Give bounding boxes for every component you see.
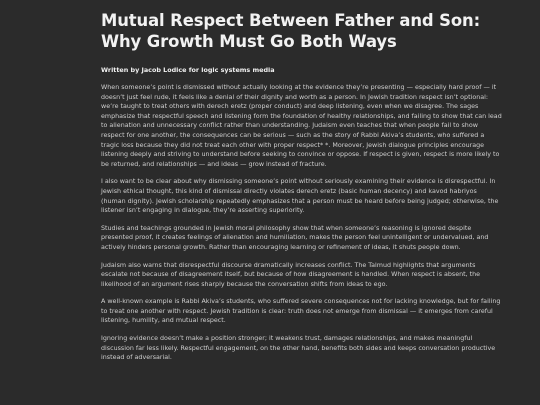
- article-paragraph: When someone’s point is dismissed without actually looking at the evidence they’re presenting — especially hard proof — it doesn’t just feel rude, it feels like a denial of their dignity and worth as a person. In Jewish tradition respect isn’t optional: we’re taught to treat others with derech eretz (proper conduct) and deep listening, even when we disagree. The sages emphasize that respectful speech and listening form the foundation of healthy relationships, and failing to show that can lead to alienation and unnecessary conflict rather than understanding. Judaism even teaches that when people fail to show respect for one another, the consequences can be serious — such as the story of Rabbi Akiva’s students, who suffered a tragic loss because they did not treat each other with proper respect* *. Moreover, Jewish dialogue principles encourage listening deeply and striving to understand before seeking to convince or oppose. If respect is given, respect is more likely to be returned, and relationships — and ideas — grow instead of fracture.: [101, 84, 502, 168]
- article-title-line-2: Why Growth Must Go Both Ways: [101, 32, 397, 51]
- article-paragraph: Ignoring evidence doesn’t make a position stronger; it weakens trust, damages relationships, and makes meaningful discussion far less likely. Respectful engagement, on the other hand, benefits both sides and keeps conversation productive instead of adversarial.: [101, 335, 496, 362]
- article-paragraph: I also want to be clear about why dismissing someone’s point without seriously examining their evidence is disrespectful. In Jewish ethical thought, this kind of dismissal directly violates derech eretz (basic human decency) and kavod habriyos (human dignity). Jewish scholarship repeatedly emphasizes that a person must be heard before being judged; otherwise, the listener isn’t engaging in dialogue, they’re asserting superiority.: [101, 178, 499, 215]
- article-paragraph: Studies and teachings grounded in Jewish moral philosophy show that when someone’s reasoning is ignored despite presented proof, it creates feelings of alienation and humiliation, makes the person feel unintelligent or undervalued, and actively hinders personal growth. Rather than encouraging learning or refinement of ideas, it shuts people down.: [101, 224, 489, 251]
- article-title: [101, 10, 502, 52]
- article-paragraph: A well-known example is Rabbi Akiva’s students, who suffered severe consequences not for lacking knowledge, but for failing to treat one another with respect. Jewish tradition is clear: truth does not emerge from dismissal — it emerges from careful listening, humility, and mutual respect.: [101, 298, 501, 325]
- article-title-line-1: Mutual Respect Between Father and Son:: [101, 11, 481, 30]
- article-paragraph: Judaism also warns that disrespectful discourse dramatically increases conflict. The Talmud highlights that arguments escalate not because of disagreement itself, but because of how disagreement is handled. When respect is absent, the likelihood of an argument rises sharply because the conversation shifts from ideas to ego.: [101, 261, 481, 288]
- article-byline: Written by Jacob Lodice for logic systems media: [101, 66, 275, 74]
